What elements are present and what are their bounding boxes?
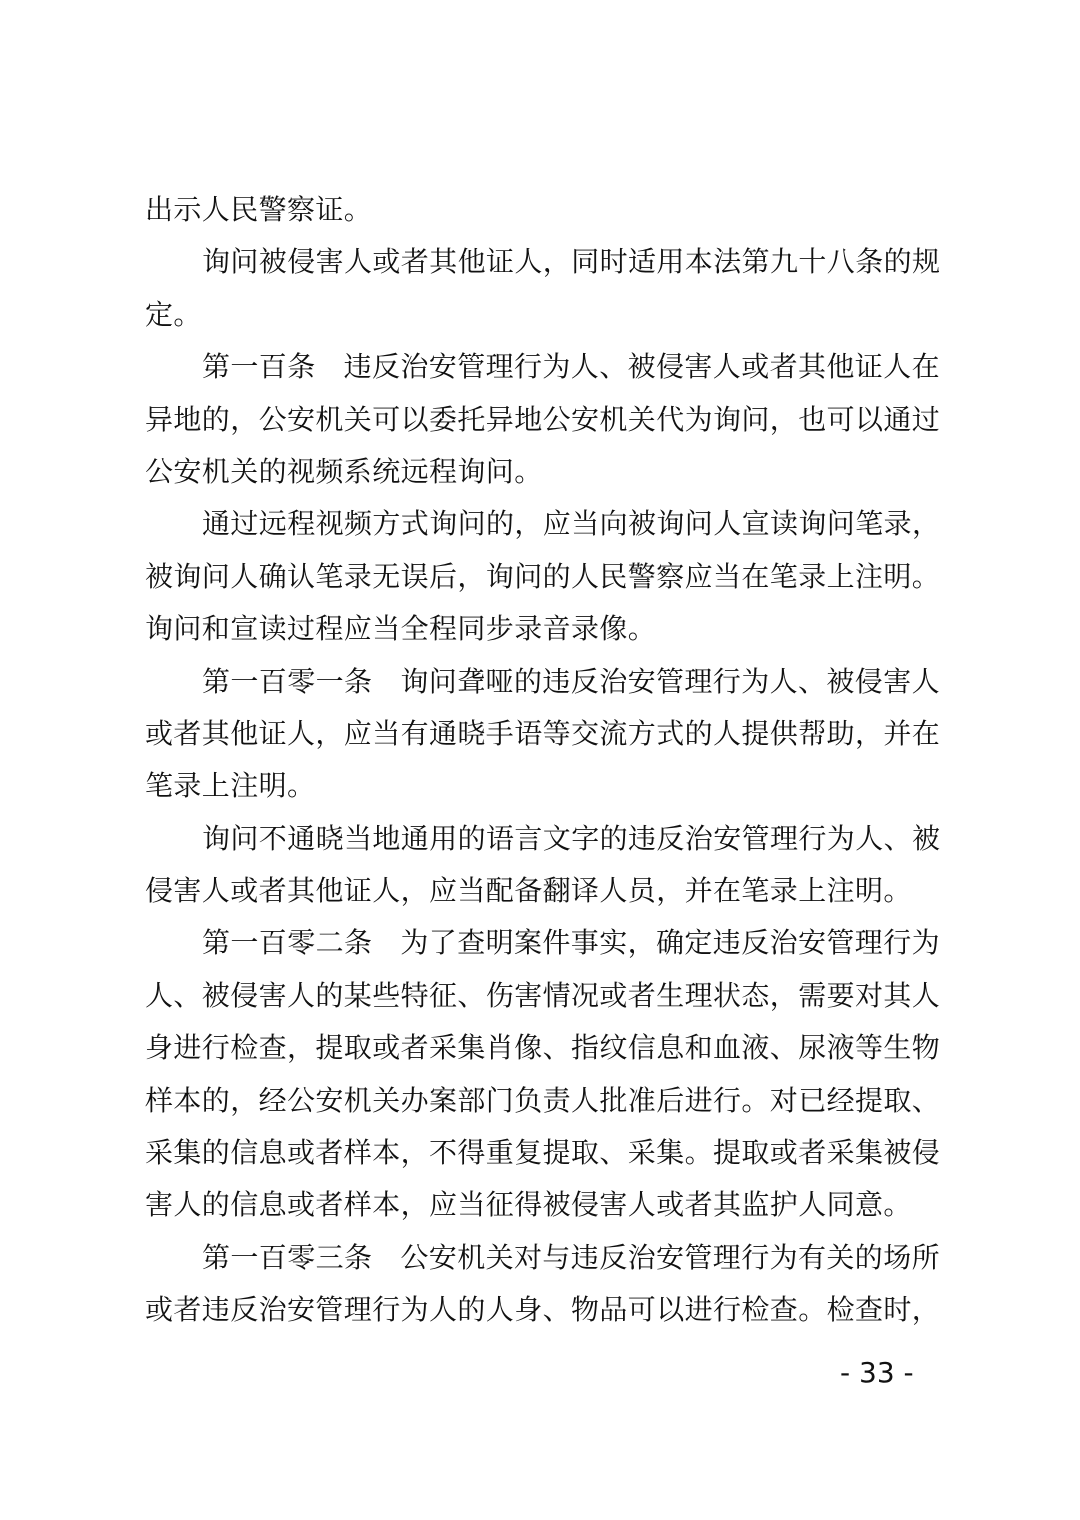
text-line-8: 被询问人确认笔录无误后，询问的人民警察应当在笔录上注明。 xyxy=(145,559,941,593)
text-line-17: 身进行检查，提取或者采集肖像、指纹信息和血液、尿液等生物 xyxy=(145,1031,941,1065)
article-100-text: 违反治安管理行为人、被侵害人或者其他证人在 xyxy=(343,350,941,384)
text-line-12: 笔录上注明。 xyxy=(145,769,316,803)
article-heading-103: 第一百零三条 xyxy=(202,1240,373,1274)
text-line-2: 询问被侵害人或者其他证人，同时适用本法第九十八条的规 xyxy=(202,245,941,279)
text-line-6: 公安机关的视频系统远程询问。 xyxy=(145,454,543,488)
article-103-line-1 xyxy=(145,1232,950,1284)
text-line-11: 或者其他证人，应当有通晓手语等交流方式的人提供帮助，并在 xyxy=(145,716,941,750)
text-line-20: 害人的信息或者样本，应当征得被侵害人或者其监护人同意。 xyxy=(145,1188,912,1222)
article-101-line-1 xyxy=(145,656,950,708)
article-heading-100: 第一百条 xyxy=(202,350,316,384)
text-line-22: 或者违反治安管理行为人的人身、物品可以进行检查。检查时， xyxy=(145,1293,941,1327)
text-line-1: 出示人民警察证。 xyxy=(145,193,373,226)
text-line-7: 通过远程视频方式询问的，应当向被询问人宣读询问笔录， xyxy=(202,507,941,541)
text-line-5: 异地的，公安机关可以委托异地公安机关代为询问，也可以通过 xyxy=(145,402,941,436)
page-number: - 33 - xyxy=(840,1356,914,1389)
text-line-18: 样本的，经公安机关办案部门负责人批准后进行。对已经提取、 xyxy=(145,1083,941,1117)
article-102-line-1 xyxy=(145,917,950,969)
article-heading-102: 第一百零二条 xyxy=(202,926,373,960)
article-100-line-1 xyxy=(145,341,950,393)
text-line-19: 采集的信息或者样本，不得重复提取、采集。提取或者采集被侵 xyxy=(145,1136,941,1170)
text-line-13: 询问不通晓当地通用的语言文字的违反治安管理行为人、被 xyxy=(202,821,941,855)
article-102-text: 为了查明案件事实，确定违反治安管理行为 xyxy=(400,926,941,960)
text-line-16: 人、被侵害人的某些特征、伤害情况或者生理状态，需要对其人 xyxy=(145,978,941,1012)
article-103-text: 公安机关对与违反治安管理行为有关的场所 xyxy=(400,1240,941,1274)
text-line-14: 侵害人或者其他证人，应当配备翻译人员，并在笔录上注明。 xyxy=(145,874,912,908)
article-heading-101: 第一百零一条 xyxy=(202,664,373,698)
text-line-3: 定。 xyxy=(145,297,202,331)
body-text xyxy=(145,184,950,1337)
article-101-text: 询问聋哑的违反治安管理行为人、被侵害人 xyxy=(400,664,941,698)
text-line-9: 询问和宣读过程应当全程同步录音录像。 xyxy=(145,612,657,646)
